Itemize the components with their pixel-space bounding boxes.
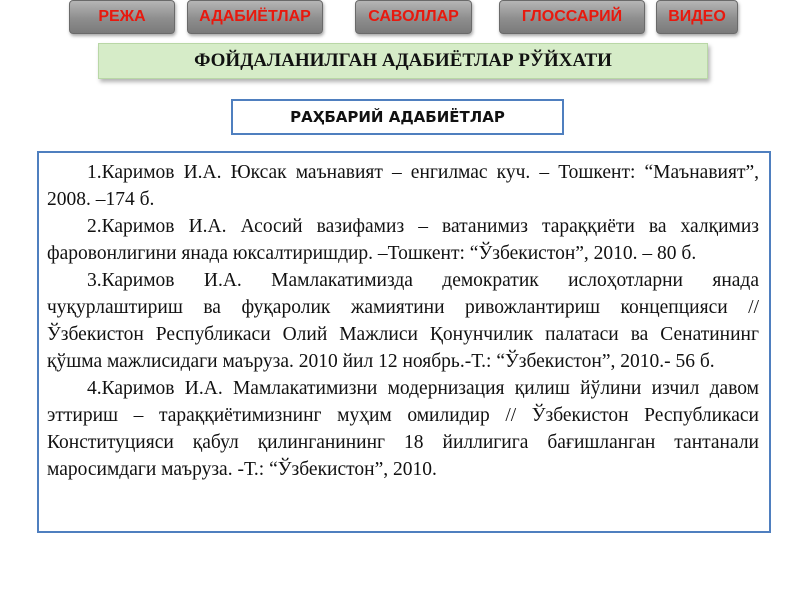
nav-button-literature[interactable]: АДАБИЁТЛАР [187, 0, 323, 34]
nav-button-questions[interactable]: САВОЛЛАР [355, 0, 472, 34]
references-list [37, 151, 771, 533]
nav-button-glossary[interactable]: ГЛОССАРИЙ [499, 0, 645, 34]
reference-item: 3.Каримов И.А. Мамлакатимизда демократик ислоҳотларни янада чуқурлаштириш ва фуқаролик жамиятини ривожлантириш концепцияси // Ўзбекистон Республикаси Олий Мажлиси Қонунчилик палатаси ва Сенатининг қўшма мажлисидаги маъруза. 2010 йил 12 ноябрь.-Т.: “Ўзбекистон”, 2010.- 56 б. [47, 270, 759, 372]
reference-item: 4.Каримов И.А. Мамлакатимизни модернизация қилиш йўлини изчил давом эттириш – тараққиётимизнинг муҳим омилидир // Ўзбекистон Республикаси Конституцияси қабул қилинганининг 18 йиллигига бағишланган тантанали маросимдаги маъруза. -Т.: “Ўзбекистон”, 2010. [47, 378, 759, 480]
reference-item: 1.Каримов И.А. Юксак маънавият – енгилмас куч. – Тошкент: “Маънавият”, 2008. –174 б. [47, 162, 759, 210]
nav-button-video[interactable]: ВИДЕО [656, 0, 738, 34]
page-title: ФОЙДАЛАНИЛГАН АДАБИЁТЛАР РЎЙХАТИ [98, 43, 708, 79]
section-title: РАҲБАРИЙ АДАБИЁТЛАР [231, 99, 564, 135]
reference-item: 2.Каримов И.А. Асосий вазифамиз – ватанимиз тараққиёти ва халқимиз фаровонлигини янада юксалтиришдир. –Тошкент: “Ўзбекистон”, 2010. – 80 б. [47, 216, 759, 264]
nav-button-plan[interactable]: РЕЖА [69, 0, 175, 34]
